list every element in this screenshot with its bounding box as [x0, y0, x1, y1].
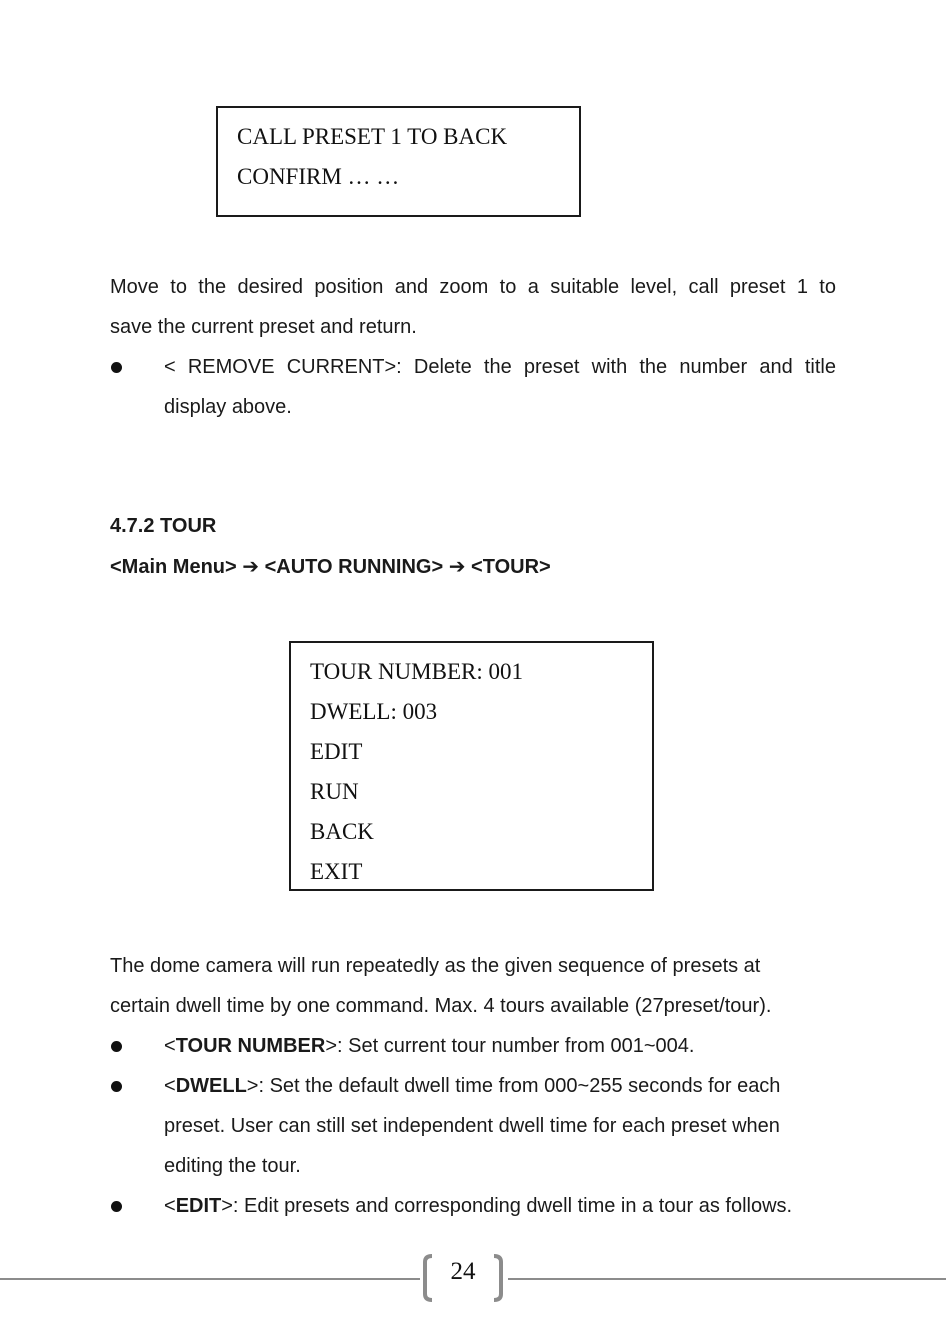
edit-text: >: Edit presets and corresponding dwell time in a tour as follows.: [221, 1195, 793, 1217]
description-line-2: certain dwell time by one command. Max. 4 tours available (27preset/tour).: [110, 995, 772, 1017]
dwell-text-1: >: Set the default dwell time from 000~255 seconds for each: [246, 1075, 781, 1097]
section-title: 4.7.2 TOUR: [110, 515, 217, 537]
edit-bullet: [164, 1186, 836, 1226]
arrow-right-icon: ➔: [448, 554, 466, 578]
edit-term: EDIT: [175, 1195, 222, 1217]
tour-menu-item-exit: EXIT: [310, 859, 363, 884]
dwell-bullet-line-2: preset. User can still set independent dwell time for each preset when: [164, 1115, 780, 1137]
dwell-bullet-line-3: editing the tour.: [164, 1155, 301, 1177]
right-brace-icon: [492, 1254, 504, 1302]
dwell-bullet-line-1: [164, 1066, 836, 1106]
tour-menu-item-dwell: DWELL: 003: [310, 699, 438, 724]
bullet-dot: [111, 1081, 122, 1092]
menu-path-tour: <TOUR>: [471, 556, 551, 578]
tour-menu-item-edit: EDIT: [310, 739, 363, 764]
bullet-dot: [111, 1041, 122, 1052]
left-brace-icon: [422, 1254, 434, 1302]
page-number: 24: [450, 1258, 476, 1285]
menu-path-auto-running: <AUTO RUNNING>: [264, 556, 444, 578]
tour-number-text: >: Set current tour number from 001~004.: [325, 1035, 695, 1057]
tour-number-term: TOUR NUMBER: [175, 1035, 326, 1057]
intro-line-2: save the current preset and return.: [110, 316, 417, 338]
tour-menu-item-tour-number: TOUR NUMBER: 001: [310, 659, 523, 684]
bullet-dot: [111, 362, 122, 373]
tour-menu-item-back: BACK: [310, 819, 374, 844]
remove-current-line-2: display above.: [164, 396, 292, 418]
tour-menu-box: [289, 641, 654, 891]
preset-box-line-1: CALL PRESET 1 TO BACK: [237, 124, 508, 149]
bracket-open: <: [164, 1195, 176, 1217]
menu-path: [110, 546, 551, 587]
bracket-open: <: [164, 1035, 176, 1057]
bullet-dot: [111, 1201, 122, 1212]
tour-menu-item-run: RUN: [310, 779, 359, 804]
footer-rule-right: [508, 1278, 946, 1280]
preset-box-line-2: CONFIRM … …: [237, 164, 400, 189]
bracket-open: <: [164, 1075, 176, 1097]
description-line-1: The dome camera will run repeatedly as the given sequence of presets at: [110, 955, 761, 977]
menu-path-main: <Main Menu>: [110, 556, 237, 578]
dwell-term: DWELL: [175, 1075, 247, 1097]
preset-confirm-box: [216, 106, 581, 217]
tour-number-bullet: [164, 1026, 836, 1066]
arrow-right-icon: ➔: [242, 554, 260, 578]
intro-line-1: Move to the desired position and zoom to a suitable level, call preset 1 to: [110, 276, 836, 298]
footer-rule-left: [0, 1278, 420, 1280]
remove-current-line-1: < REMOVE CURRENT>: Delete the preset with the number and title: [164, 356, 836, 378]
